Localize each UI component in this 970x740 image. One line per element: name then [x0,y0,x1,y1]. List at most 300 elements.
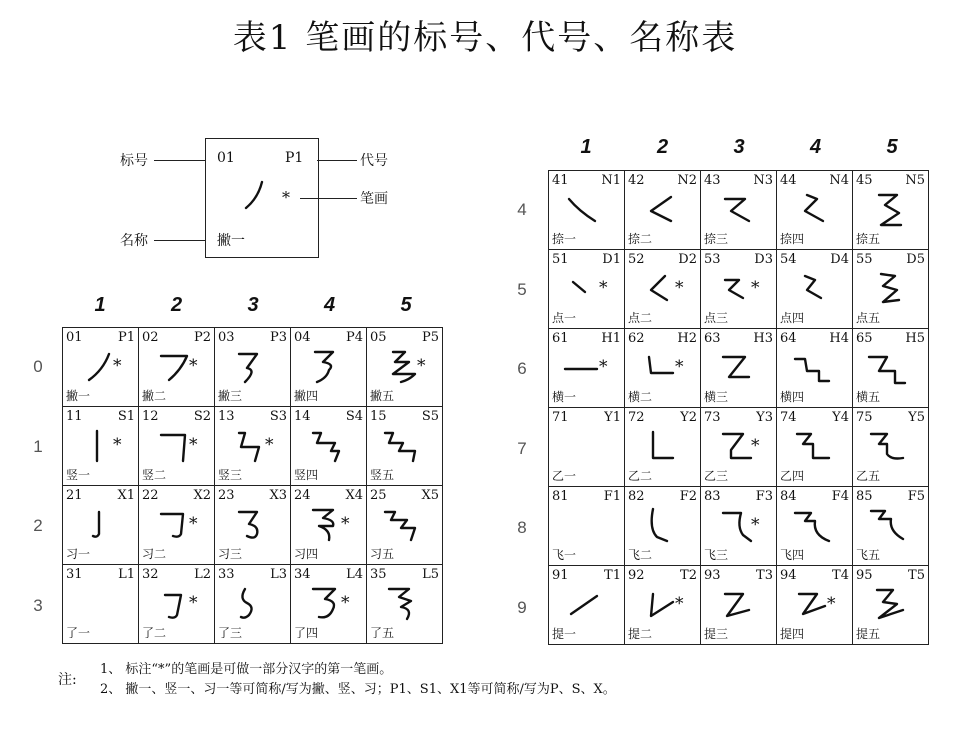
stroke-glyph [633,428,693,466]
stroke-code: L3 [270,567,287,582]
stroke-number: 43 [704,173,721,188]
stroke-glyph [223,585,283,623]
stroke-number: 14 [294,409,311,424]
stroke-glyph [633,586,693,624]
stroke-glyph [375,506,435,544]
stroke-cell [777,329,853,408]
stroke-number: 31 [66,567,83,582]
stroke-name: 横二 [628,390,653,404]
stroke-code: S3 [269,409,287,424]
stroke-name: 习一 [66,547,91,561]
stroke-glyph [633,507,693,545]
stroke-name: 了四 [294,626,319,640]
stroke-name: 乙五 [856,469,881,483]
column-header: 5 [400,294,412,316]
stroke-number: 45 [856,173,873,188]
stroke-number: 23 [218,488,235,503]
stroke-code: Y2 [680,410,697,425]
stroke-code: F5 [907,489,925,504]
stroke-cell [367,565,443,644]
first-stroke-star: * [341,593,350,613]
row-label: 2 [33,516,43,535]
stroke-name: 乙三 [704,469,729,483]
table-row [549,566,929,645]
stroke-glyph [375,585,435,623]
stroke-name: 点三 [704,311,729,325]
stroke-cell [367,486,443,565]
table-row [549,250,929,329]
first-stroke-star: * [113,356,122,376]
stroke-cell [625,250,701,329]
stroke-code: L5 [422,567,439,582]
stroke-number: 03 [218,330,235,345]
stroke-number: 83 [704,489,721,504]
legend-example-star: * [282,188,290,207]
stroke-glyph [147,585,207,623]
stroke-code: S5 [421,409,439,424]
stroke-name: 竖五 [370,468,395,482]
stroke-number: 21 [66,488,83,503]
stroke-number: 55 [856,252,873,267]
table-row [63,565,443,644]
stroke-code: H4 [829,331,849,346]
column-header: 4 [323,294,336,316]
stroke-cell [853,408,929,487]
first-stroke-star: * [675,278,684,298]
stroke-cell [291,486,367,565]
stroke-number: 61 [552,331,569,346]
stroke-glyph [375,427,435,465]
stroke-number: 24 [294,488,311,503]
stroke-cell [215,486,291,565]
stroke-code: P2 [193,330,211,345]
stroke-cell [625,566,701,645]
stroke-code: P1 [117,330,135,345]
stroke-code: Y1 [604,410,621,425]
stroke-code: X4 [345,488,363,503]
stroke-number: 54 [780,252,797,267]
stroke-cell [63,407,139,486]
column-header: 1 [580,136,592,158]
first-stroke-star: * [599,357,608,377]
table-row [63,407,443,486]
first-stroke-star: * [113,435,122,455]
column-header: 2 [170,294,183,316]
stroke-glyph [785,270,845,308]
first-stroke-star: * [189,356,198,376]
legend-line [300,198,357,199]
stroke-number: 62 [628,331,645,346]
legend-stroke-glyph [240,178,270,212]
stroke-code: N5 [905,173,925,188]
stroke-number: 73 [704,410,721,425]
stroke-name: 横一 [552,390,577,404]
stroke-code: D5 [906,252,925,267]
stroke-number: 64 [780,331,797,346]
stroke-code: T3 [756,568,773,583]
column-header: 2 [656,136,669,158]
stroke-cell [853,250,929,329]
stroke-cell [549,171,625,250]
stroke-code: T5 [908,568,925,583]
right-stroke-table [548,170,929,645]
stroke-number: 12 [142,409,159,424]
legend-line [154,240,206,241]
first-stroke-star: * [189,514,198,534]
first-stroke-star: * [751,436,760,456]
table-row [549,408,929,487]
stroke-cell [701,329,777,408]
stroke-code: Y4 [832,410,849,425]
row-label: 1 [33,436,43,456]
stroke-name: 习四 [294,547,319,561]
stroke-number: 44 [780,173,797,188]
stroke-code: X3 [269,488,287,503]
notes-prefix: 注: [58,672,77,688]
stroke-name: 点四 [780,311,805,325]
stroke-name: 点一 [552,311,577,325]
stroke-number: 41 [552,173,569,188]
stroke-number: 74 [780,410,797,425]
legend-example-number: 01 [217,150,235,166]
stroke-name: 提四 [780,627,805,641]
stroke-glyph [299,506,359,544]
first-stroke-star: * [599,278,608,298]
legend-example-name: 撇一 [217,233,245,249]
stroke-code: D4 [830,252,849,267]
stroke-name: 飞一 [552,548,577,562]
table-row [63,328,443,407]
stroke-cell [777,171,853,250]
stroke-code: D1 [602,252,621,267]
first-stroke-star: * [827,594,836,614]
legend-label-number: 标号 [120,153,148,169]
stroke-glyph [633,349,693,387]
first-stroke-star: * [189,593,198,613]
stroke-cell [291,407,367,486]
stroke-glyph [147,506,207,544]
stroke-glyph [299,348,359,386]
stroke-name: 点五 [856,311,881,325]
stroke-number: 22 [142,488,159,503]
stroke-cell [215,565,291,644]
stroke-glyph [709,270,769,308]
stroke-glyph [633,270,693,308]
table-row [549,171,929,250]
stroke-cell [549,566,625,645]
stroke-number: 94 [780,568,797,583]
stroke-code: L4 [346,567,363,582]
stroke-name: 横五 [856,390,881,404]
stroke-glyph [147,427,207,465]
table-row [63,486,443,565]
stroke-code: H1 [601,331,621,346]
stroke-name: 捺一 [552,232,577,246]
stroke-glyph [709,191,769,229]
first-stroke-star: * [417,356,426,376]
stroke-cell [291,565,367,644]
stroke-code: N1 [601,173,621,188]
table-row [549,487,929,566]
stroke-cell [701,250,777,329]
first-stroke-star: * [675,594,684,614]
stroke-code: X2 [193,488,211,503]
stroke-name: 飞三 [704,548,729,562]
stroke-glyph [223,348,283,386]
stroke-code: Y5 [908,410,925,425]
stroke-code: Y3 [756,410,773,425]
stroke-number: 75 [856,410,873,425]
stroke-cell [777,487,853,566]
stroke-cell [367,407,443,486]
row-label: 3 [33,595,43,615]
stroke-cell [853,329,929,408]
stroke-code: L1 [118,567,135,582]
first-stroke-star: * [751,515,760,535]
first-stroke-star: * [341,514,350,534]
stroke-glyph [557,586,617,624]
stroke-name: 撇五 [370,389,395,403]
stroke-glyph [785,586,845,624]
stroke-cell [549,487,625,566]
stroke-number: 33 [218,567,235,582]
stroke-name: 了三 [218,626,243,640]
stroke-number: 72 [628,410,645,425]
stroke-glyph [785,191,845,229]
stroke-code: T1 [604,568,621,583]
stroke-glyph [709,586,769,624]
stroke-number: 85 [856,489,873,504]
column-header: 4 [809,136,822,158]
first-stroke-star: * [751,278,760,298]
stroke-number: 11 [66,409,83,424]
stroke-name: 撇二 [142,389,167,403]
stroke-name: 了二 [142,626,167,640]
stroke-number: 02 [142,330,159,345]
legend-label-stroke: 笔画 [360,191,388,207]
stroke-glyph [861,507,921,545]
stroke-number: 63 [704,331,721,346]
stroke-cell [777,566,853,645]
stroke-name: 捺五 [856,232,881,246]
row-label: 5 [517,279,527,299]
stroke-name: 竖三 [218,468,243,482]
stroke-glyph [71,348,131,386]
stroke-name: 了一 [66,626,91,640]
stroke-number: 82 [628,489,645,504]
stroke-name: 乙一 [552,469,577,483]
stroke-code: H5 [905,331,925,346]
stroke-name: 提三 [704,627,729,641]
stroke-number: 34 [294,567,311,582]
stroke-cell [139,486,215,565]
stroke-number: 95 [856,568,873,583]
stroke-cell [777,408,853,487]
stroke-name: 捺四 [780,232,805,246]
first-stroke-star: * [189,435,198,455]
legend-example-code: P1 [285,150,304,166]
stroke-cell [215,328,291,407]
stroke-number: 05 [370,330,387,345]
stroke-code: D2 [678,252,697,267]
note-item: 2、 撇一、竖一、习一等可简称/写为撇、竖、习；P1、S1、X1等可简称/写为P、S、X。 [100,682,616,697]
stroke-code: S1 [117,409,135,424]
column-header: 1 [94,294,106,316]
stroke-name: 乙二 [628,469,653,483]
stroke-glyph [223,506,283,544]
left-stroke-table [62,327,443,644]
stroke-number: 53 [704,252,721,267]
stroke-glyph [709,428,769,466]
stroke-cell [549,408,625,487]
stroke-code: S4 [345,409,363,424]
stroke-code: P4 [345,330,363,345]
row-label: 8 [517,518,527,537]
column-header: 3 [247,294,259,316]
stroke-code: L2 [194,567,211,582]
stroke-glyph [299,585,359,623]
stroke-name: 习三 [218,547,243,561]
legend-line [154,160,206,161]
legend-line [317,160,357,161]
legend-label-name: 名称 [120,233,148,249]
stroke-code: F3 [755,489,773,504]
stroke-cell [625,408,701,487]
stroke-glyph [785,507,845,545]
stroke-glyph [861,191,921,229]
stroke-cell [701,171,777,250]
stroke-code: H3 [753,331,773,346]
stroke-name: 竖四 [294,468,319,482]
stroke-name: 飞二 [628,548,653,562]
row-label: 7 [517,438,527,458]
stroke-cell [549,250,625,329]
stroke-glyph [861,428,921,466]
stroke-number: 81 [552,489,569,504]
stroke-glyph [557,349,617,387]
stroke-cell [625,487,701,566]
stroke-name: 提五 [856,627,881,641]
first-stroke-star: * [675,357,684,377]
stroke-name: 横四 [780,390,805,404]
stroke-glyph [299,427,359,465]
stroke-number: 35 [370,567,387,582]
stroke-code: N3 [753,173,773,188]
stroke-cell [215,407,291,486]
note-item: 1、 标注“*”的笔画是可做一部分汉字的第一笔画。 [100,662,393,677]
column-header: 3 [733,136,745,158]
stroke-glyph [785,428,845,466]
stroke-name: 了五 [370,626,395,640]
stroke-name: 横三 [704,390,729,404]
stroke-cell [139,565,215,644]
stroke-number: 93 [704,568,721,583]
stroke-name: 习二 [142,547,167,561]
stroke-name: 捺三 [704,232,729,246]
stroke-cell [549,329,625,408]
stroke-code: T4 [832,568,849,583]
stroke-glyph [861,270,921,308]
stroke-glyph [375,348,435,386]
stroke-name: 提一 [552,627,577,641]
stroke-code: S2 [193,409,211,424]
stroke-number: 65 [856,331,873,346]
stroke-cell [63,328,139,407]
stroke-code: F4 [831,489,849,504]
stroke-cell [777,250,853,329]
page-title: 表1 笔画的标号、代号、名称表 [232,18,738,58]
stroke-glyph [709,507,769,545]
stroke-name: 竖一 [66,468,91,482]
stroke-number: 52 [628,252,645,267]
stroke-cell [63,486,139,565]
stroke-cell [139,328,215,407]
stroke-name: 乙四 [780,469,805,483]
stroke-name: 撇一 [66,389,91,403]
stroke-cell [701,566,777,645]
stroke-cell [625,329,701,408]
stroke-name: 飞五 [856,548,881,562]
stroke-glyph [861,349,921,387]
first-stroke-star: * [265,435,274,455]
stroke-code: N4 [829,173,849,188]
stroke-name: 撇四 [294,389,319,403]
stroke-cell [139,407,215,486]
stroke-code: P5 [421,330,439,345]
stroke-glyph [633,191,693,229]
stroke-glyph [557,191,617,229]
stroke-number: 71 [552,410,569,425]
stroke-cell [367,328,443,407]
stroke-cell [853,566,929,645]
stroke-code: F1 [603,489,621,504]
row-label: 9 [517,597,527,617]
column-header: 5 [886,136,898,158]
stroke-number: 13 [218,409,235,424]
table-row [549,329,929,408]
stroke-code: X1 [117,488,135,503]
stroke-glyph [557,270,617,308]
stroke-cell [853,171,929,250]
stroke-cell [625,171,701,250]
stroke-glyph [71,506,131,544]
stroke-code: F2 [679,489,697,504]
row-label: 6 [517,359,527,378]
stroke-name: 捺二 [628,232,653,246]
legend-label-code: 代号 [360,153,388,169]
stroke-code: T2 [680,568,697,583]
row-label: 4 [517,200,527,219]
legend-diagram [120,130,420,260]
stroke-glyph [709,349,769,387]
stroke-number: 32 [142,567,159,582]
stroke-number: 51 [552,252,569,267]
stroke-number: 15 [370,409,387,424]
stroke-number: 84 [780,489,797,504]
stroke-cell [63,565,139,644]
stroke-glyph [223,427,283,465]
stroke-number: 04 [294,330,311,345]
stroke-name: 竖二 [142,468,167,482]
stroke-code: N2 [677,173,697,188]
stroke-cell [853,487,929,566]
stroke-number: 91 [552,568,569,583]
stroke-glyph [71,427,131,465]
stroke-cell [291,328,367,407]
row-label: 0 [33,357,43,376]
stroke-name: 撇三 [218,389,243,403]
stroke-name: 飞四 [780,548,805,562]
